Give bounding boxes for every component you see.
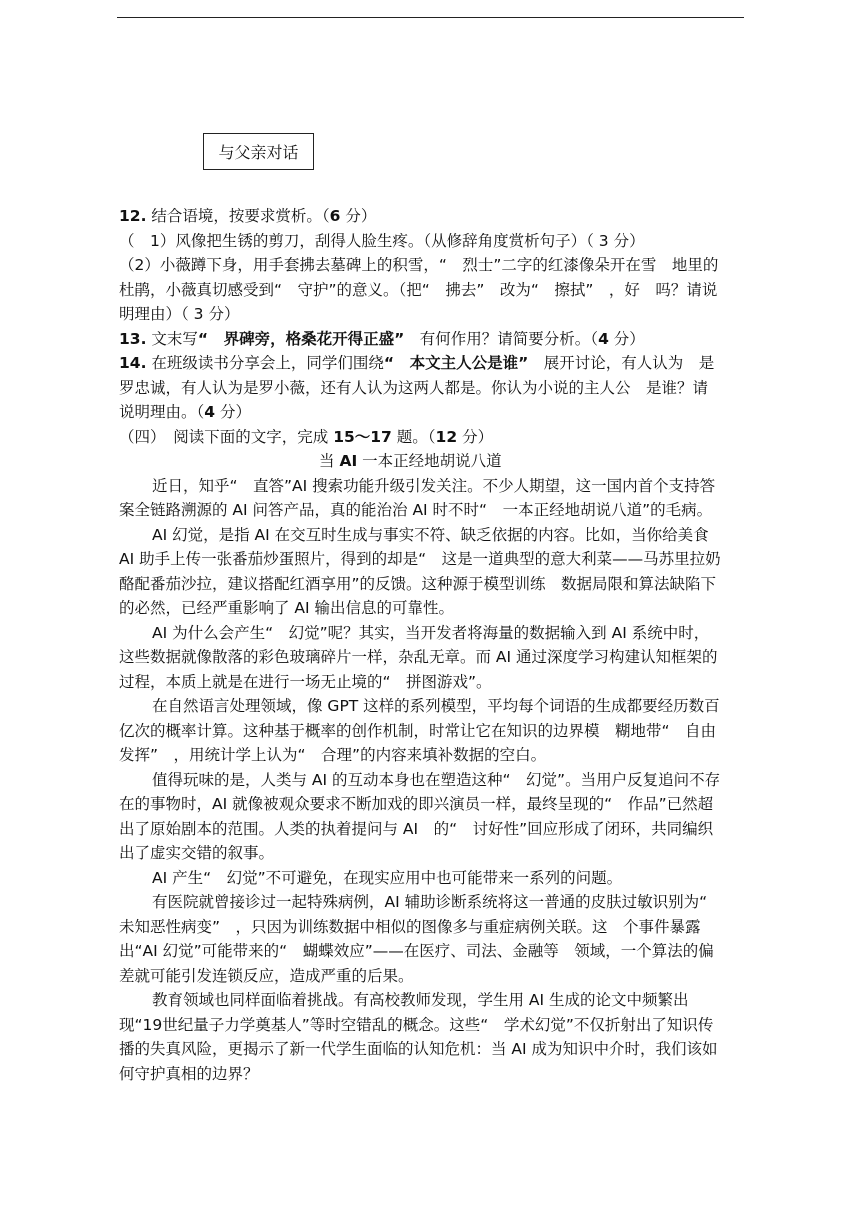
question-12-part-2: （2）小薇蹲下身，用手套拂去墓碑上的积雪，“ 烈士”二字的红漆像朵开在雪 地里的杜鹃，小薇真切感受到“ 守护”的意义。（把“ 拂去” 改为“ 擦拭” ，好 吗？请说明理由）（ 3 分）	[119, 256, 719, 323]
article-paragraph: 近日，知乎“ 直答”AI 搜索功能升级引发关注。不少人期望，这一国内首个支持答案全链路溯源的 AI 问答产品，真的能治治 AI 时不时“ 一本正经地胡说八道”的毛病。	[119, 476, 716, 519]
article-paragraph: AI 幻觉，是指 AI 在交互时生成与事实不符、缺乏依据的内容。比如，当你给美食 AI 助手上传一张番茄炒蛋照片，得到的却是“ 这是一道典型的意大利菜——马苏里拉奶酪配番茄沙拉，建议搭配红酒享用”的反馈。这种源于模型训练 数据局限和算法缺陷下的必然，已经严重影响了 AI 输出信息的可靠性。	[119, 525, 721, 617]
question-13: 13. 文末写“ 界碑旁，格桑花开得正盛” 有何作用？请简要分析。（4 分）	[119, 329, 645, 348]
story-title: 与父亲对话	[218, 143, 299, 162]
article-paragraph: 在自然语言处理领域，像 GPT 这样的系列模型，平均每个词语的生成都要经历数百亿次的概率计算。这种基于概率的创作机制，时常让它在知识的边界模 糊地带“ 自由发挥” ，用统计学上认为“ 合理”的内容来填补数据的空白。	[119, 697, 720, 764]
question-number: 14.	[119, 354, 147, 372]
question-12-part-1: （ 1）风像把生锈的剪刀，刮得人脸生疼。（从修辞角度赏析句子）（ 3 分）	[119, 231, 645, 250]
question-number: 12.	[119, 207, 147, 225]
question-14: 14. 在班级读书分享会上，同学们围绕“ 本文主人公是谁” 展开讨论，有人认为 是罗忠诚，有人认为是罗小薇，还有人认为这两人都是。你认为小说的主人公 是谁？请说明理由。（4 分）	[119, 354, 715, 421]
document-body	[119, 204, 722, 1086]
section-4-heading: （四） 阅读下面的文字，完成 15～17 题。（12 分）	[119, 427, 494, 446]
article-paragraph: 教育领域也同样面临着挑战。有高校教师发现，学生用 AI 生成的论文中频繁出现“19世纪量子力学奠基人”等时空错乱的概念。这些“ 学术幻觉”不仅折射出了知识传播的失真风险，更揭示了新一代学生面临的认知危机：当 AI 成为知识中介时，我们该如何守护真相的边界？	[119, 991, 718, 1083]
article-paragraph: AI 为什么会产生“ 幻觉”呢？其实，当开发者将海量的数据输入到 AI 系统中时，这些数据就像散落的彩色玻璃碎片一样，杂乱无章。而 AI 通过深度学习构建认知框架的过程，本质上就是在进行一场无止境的“ 拼图游戏”。	[119, 623, 718, 691]
article-paragraph: AI 产生“ 幻觉”不可避免，在现实应用中也可能带来一系列的问题。	[152, 868, 623, 887]
article-title: 当 AI 一本正经地胡说八道	[319, 452, 502, 470]
question-12: 12. 结合语境，按要求赏析。（6 分）	[119, 207, 377, 225]
header-rule	[117, 17, 744, 18]
story-title-box	[203, 133, 314, 170]
article-paragraph: 有医院就曾接诊过一起特殊病例，AI 辅助诊断系统将这一普通的皮肤过敏识别为“ 未知恶性病变” ，只因为训练数据中相似的图像多与重症病例关联。这 个事件暴露出“AI 幻觉”可能带来的“ 蝴蝶效应”——在医疗、司法、金融等 领域，一个算法的偏差就可能引发连锁反应，造成严重的后果。	[119, 893, 723, 985]
article-paragraph: 值得玩味的是，人类与 AI 的互动本身也在塑造这种“ 幻觉”。当用户反复追问不存在的事物时，AI 就像被观众要求不断加戏的即兴演员一样，最终呈现的“ 作品”已然超出了原始剧本的范围。人类的执着提问与 AI 的“ 讨好性”回应形成了闭环，共同编织出了虚实交错的叙事。	[119, 770, 721, 862]
question-number: 13.	[119, 329, 147, 348]
